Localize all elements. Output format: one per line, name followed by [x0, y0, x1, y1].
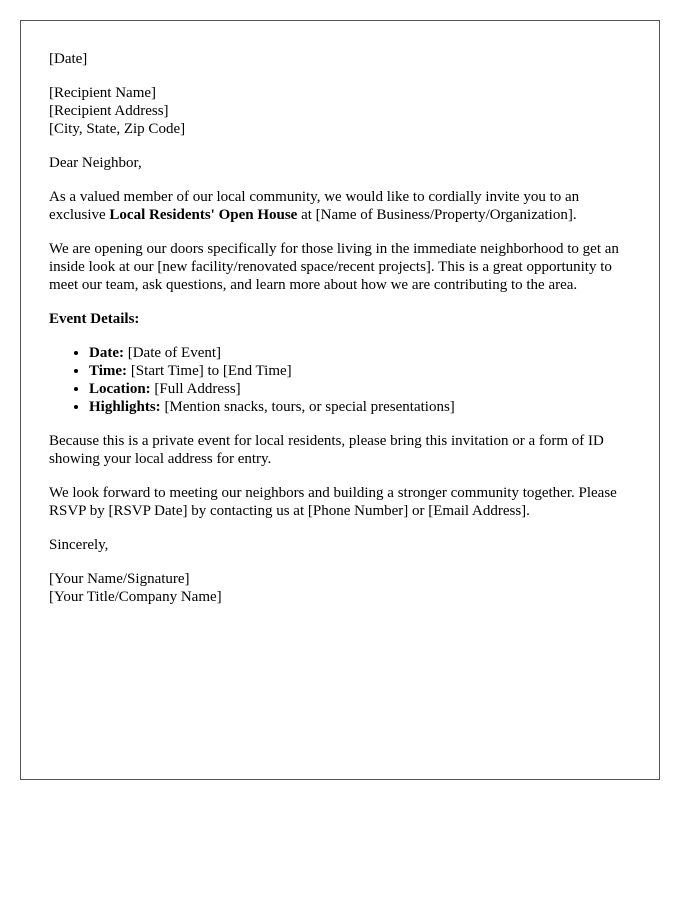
letter-date: [Date] — [49, 51, 88, 67]
event-detail-value: [Mention snacks, tours, or special presentations] — [160, 399, 455, 415]
signature-block — [49, 570, 631, 606]
event-detail-value: [Date of Event] — [123, 345, 222, 361]
event-detail-value: [Full Address] — [150, 381, 241, 397]
event-detail-label: Location: — [89, 381, 151, 397]
event-detail-label: Time: — [89, 363, 128, 379]
body-paragraph-4: We look forward to meeting our neighbors and building a stronger community together. Please RSVP by [RSVP Date] by contacting us at [Phone Number] or [Email Address]. — [49, 485, 617, 519]
event-detail-label: Highlights: — [89, 399, 161, 415]
event-detail-label: Date: — [89, 345, 124, 361]
event-detail-time — [89, 362, 631, 380]
body-paragraph-3: Because this is a private event for local residents, please bring this invitation or a form of ID showing your local address for entry. — [49, 433, 604, 467]
intro-paragraph — [49, 188, 631, 224]
letter-page — [20, 20, 660, 780]
event-details-list — [49, 344, 631, 416]
recipient-block — [49, 84, 631, 138]
event-detail-date — [89, 344, 631, 362]
intro-text-after: at [Name of Business/Property/Organization]. — [297, 207, 577, 223]
event-detail-value: [Start Time] to [End Time] — [127, 363, 292, 379]
closing: Sincerely, — [49, 537, 109, 553]
body-paragraph-2: We are opening our doors specifically for those living in the immediate neighborhood to get an inside look at our [new facility/renovated space/recent projects]. This is a great opportunity to meet our team, ask questions, and learn more about how we are contributing to the area. — [49, 241, 619, 293]
recipient-name: [Recipient Name] — [49, 85, 157, 101]
event-details-heading — [49, 310, 631, 328]
recipient-city: [City, State, Zip Code] — [49, 121, 186, 137]
event-details-heading-text: Event Details: — [49, 311, 140, 327]
signature-title: [Your Title/Company Name] — [49, 589, 222, 605]
recipient-address: [Recipient Address] — [49, 103, 169, 119]
intro-emphasis: Local Residents' Open House — [109, 207, 298, 223]
event-detail-location — [89, 380, 631, 398]
intro-text-before: As a valued member of our local community, we would like to cordially invite you to an exclusive — [49, 189, 580, 223]
signature-name: [Your Name/Signature] — [49, 571, 190, 587]
salutation: Dear Neighbor, — [49, 155, 142, 171]
event-detail-highlights — [89, 398, 631, 416]
